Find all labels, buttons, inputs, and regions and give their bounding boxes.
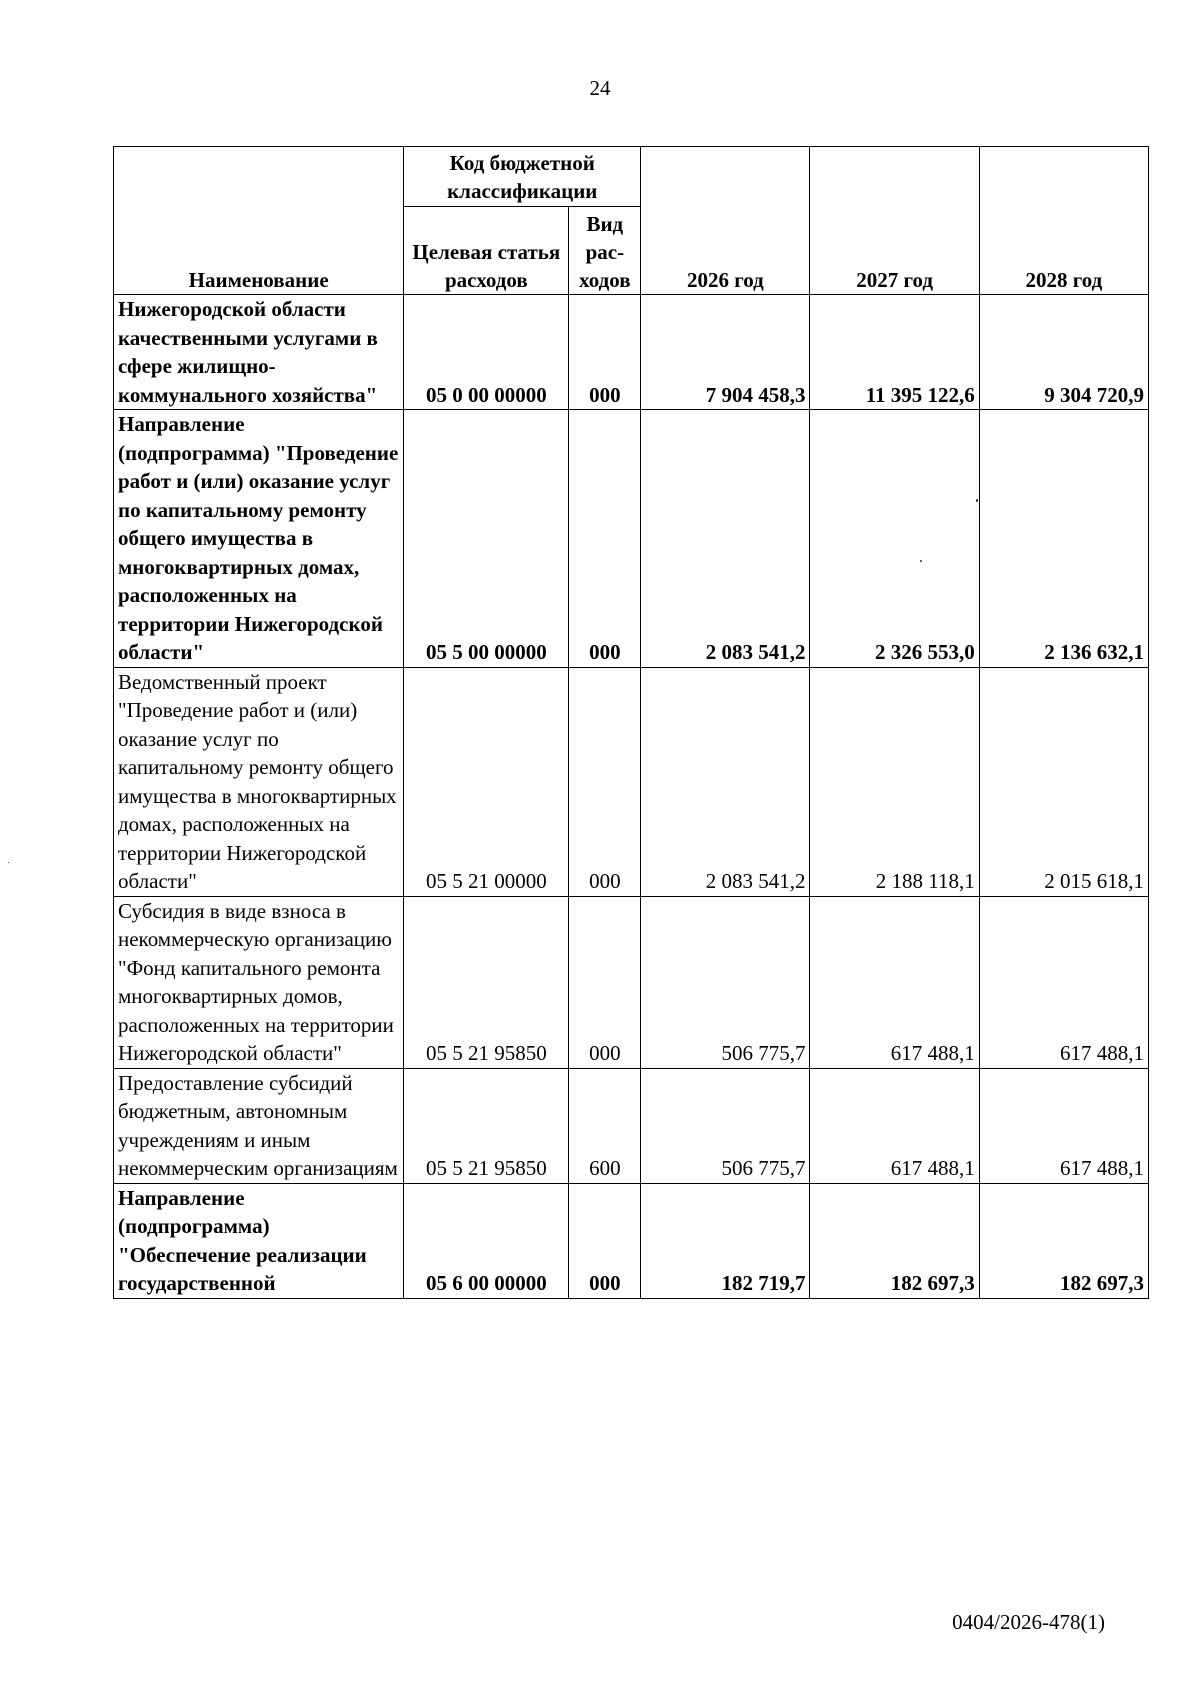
row-value-2026: 506 775,7 <box>641 896 810 1068</box>
row-target-code: 05 5 00 00000 <box>404 410 569 668</box>
row-kind-code: 000 <box>569 295 641 410</box>
row-target-code: 05 6 00 00000 <box>404 1183 569 1298</box>
row-value-2026: 182 719,7 <box>641 1183 810 1298</box>
row-value-2028: 2 015 618,1 <box>979 667 1148 896</box>
header-code-group: Код бюджетной классификации <box>404 147 641 207</box>
header-expense-kind: Вид рас-ходов <box>569 207 641 295</box>
table-row <box>114 295 1149 410</box>
row-value-2027: 2 326 553,0 <box>810 410 979 668</box>
table-row <box>114 896 1149 1068</box>
budget-table <box>113 146 1149 1299</box>
row-name: Направление (подпрограмма) "Проведение работ и (или) оказание услуг по капитальному ремонту общего имущества в многоквартирных домах, расположенных на территории Нижегородской области" <box>114 410 404 668</box>
row-value-2027: 11 395 122,6 <box>810 295 979 410</box>
row-target-code: 05 5 21 95850 <box>404 1068 569 1183</box>
row-kind-code: 000 <box>569 667 641 896</box>
row-value-2027: 2 188 118,1 <box>810 667 979 896</box>
row-kind-code: 000 <box>569 896 641 1068</box>
table-row <box>114 1068 1149 1183</box>
header-year-2026: 2026 год <box>641 147 810 295</box>
row-value-2028: 617 488,1 <box>979 896 1148 1068</box>
row-value-2026: 7 904 458,3 <box>641 295 810 410</box>
header-year-2028: 2028 год <box>979 147 1148 295</box>
header-target-article: Целевая статья расходов <box>404 207 569 295</box>
header-row-top <box>114 147 1149 207</box>
row-value-2026: 2 083 541,2 <box>641 667 810 896</box>
row-kind-code: 000 <box>569 1183 641 1298</box>
row-value-2027: 182 697,3 <box>810 1183 979 1298</box>
table-row <box>114 667 1149 896</box>
row-value-2028: 9 304 720,9 <box>979 295 1148 410</box>
row-value-2026: 2 083 541,2 <box>641 410 810 668</box>
scan-speck <box>8 862 9 863</box>
document-code: 0404/2026-478(1) <box>952 1610 1105 1634</box>
row-value-2027: 617 488,1 <box>810 1068 979 1183</box>
page-number: 24 <box>589 76 611 100</box>
table-row <box>114 410 1149 668</box>
row-value-2028: 617 488,1 <box>979 1068 1148 1183</box>
row-name: Предоставление субсидий бюджетным, автономным учреждениям и иным некоммерческим организациям <box>114 1068 404 1183</box>
scan-speck <box>920 560 922 562</box>
row-kind-code: 000 <box>569 410 641 668</box>
row-name: Ведомственный проект "Проведение работ и (или) оказание услуг по капитальному ремонту общего имущества в многоквартирных домах, расположенных на территории Нижегородской области" <box>114 667 404 896</box>
row-target-code: 05 5 21 95850 <box>404 896 569 1068</box>
row-target-code: 05 5 21 00000 <box>404 667 569 896</box>
row-name: Направление (подпрограмма) "Обеспечение реализации государственной <box>114 1183 404 1298</box>
row-target-code: 05 0 00 00000 <box>404 295 569 410</box>
row-value-2028: 182 697,3 <box>979 1183 1148 1298</box>
row-value-2026: 506 775,7 <box>641 1068 810 1183</box>
table-row <box>114 1183 1149 1298</box>
header-year-2027: 2027 год <box>810 147 979 295</box>
row-value-2028: 2 136 632,1 <box>979 410 1148 668</box>
row-name: Субсидия в виде взноса в некоммерческую организацию "Фонд капитального ремонта многоквартирных домов, расположенных на территории Нижегородской области" <box>114 896 404 1068</box>
scan-speck <box>976 499 978 502</box>
header-name: Наименование <box>114 147 404 295</box>
row-value-2027: 617 488,1 <box>810 896 979 1068</box>
row-kind-code: 600 <box>569 1068 641 1183</box>
row-name: Нижегородской области качественными услугами в сфере жилищно-коммунального хозяйства" <box>114 295 404 410</box>
